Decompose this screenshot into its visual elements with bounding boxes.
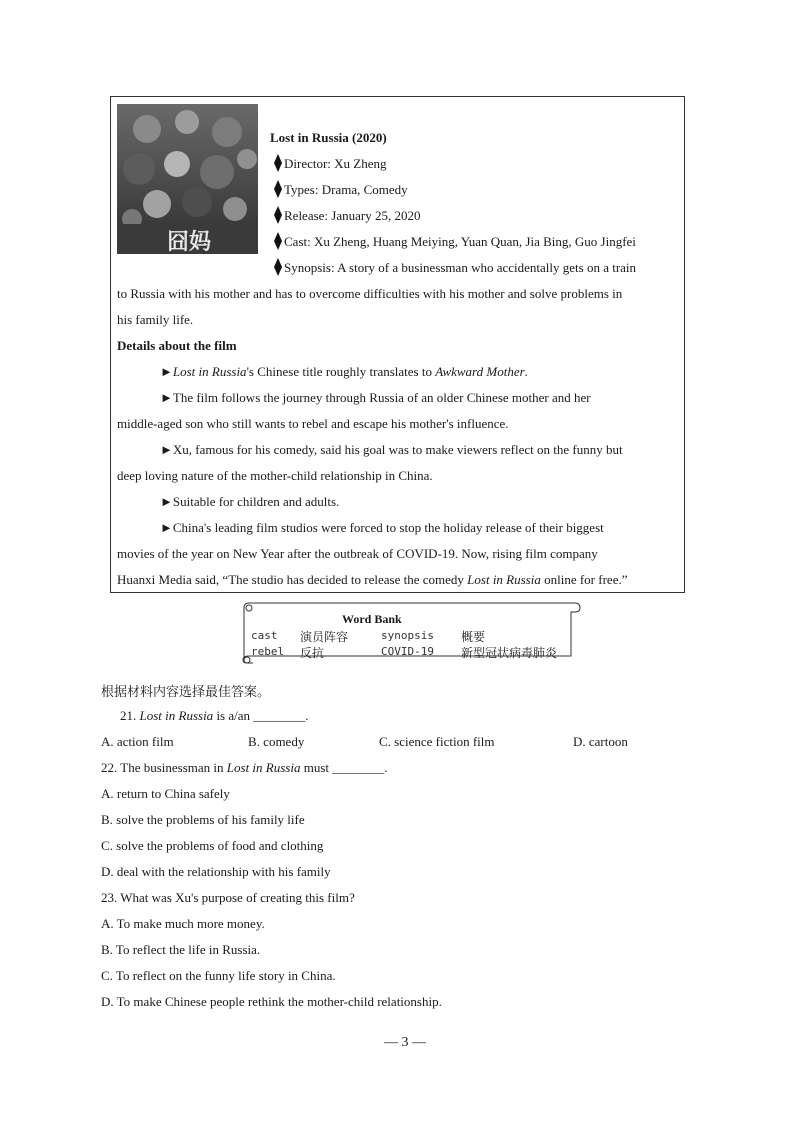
film-types: Types: Drama, Comedy (284, 182, 408, 197)
bullet-arrow-icon: ► (160, 494, 173, 509)
word-bank-translation: 新型冠状病毒肺炎 (461, 646, 558, 660)
details-heading: Details about the film (117, 338, 237, 353)
details-paragraph-4: ►Suitable for children and adults. (160, 494, 340, 509)
question-21-stem: 21. Lost in Russia is a/an ________. (120, 708, 309, 723)
bullet-arrow-icon: ► (160, 520, 173, 535)
details-paragraph-5-end: Huanxi Media said, “The studio has decided to release the comedy Lost in Russia online for free.” (117, 572, 628, 587)
question-23-option[interactable]: D. To make Chinese people rethink the mother-child relationship. (101, 994, 442, 1009)
film-director: Director: Xu Zheng (284, 156, 387, 171)
word-bank-translation: 概要 (461, 630, 486, 644)
word-bank-title: Word Bank (342, 612, 402, 626)
poster-logo-text: 囧妈 (167, 230, 212, 254)
question-22-option[interactable]: C. solve the problems of food and clothing (101, 838, 324, 853)
details-paragraph-1: ►Lost in Russia's Chinese title roughly translates to Awkward Mother. (160, 364, 528, 379)
film-cast: Cast: Xu Zheng, Huang Meiying, Yuan Quan, Jia Bing, Guo Jingfei (284, 234, 636, 249)
bullet-arrow-icon: ► (160, 390, 173, 405)
details-paragraph-2: ►The film follows the journey through Russia of an older Chinese mother and her (160, 390, 591, 405)
word-bank-translation: 演员阵容 (300, 630, 349, 644)
instructions-text: 根据材料内容选择最佳答案。 (101, 685, 271, 700)
bullet-arrow-icon: ► (160, 442, 173, 457)
details-paragraph-5: ►China's leading film studios were forced to stop the holiday release of their biggest (160, 520, 604, 535)
word-bank-translation: 反抗 (300, 646, 325, 660)
question-21-option[interactable]: D. cartoon (573, 734, 628, 749)
question-23-option[interactable]: B. To reflect the life in Russia. (101, 942, 261, 957)
word-bank-term: COVID-19 (381, 645, 434, 658)
film-synopsis-line1: Synopsis: A story of a businessman who accidentally gets on a train (284, 260, 637, 275)
question-22-stem: 22. The businessman in Lost in Russia must ________. (101, 760, 388, 775)
film-title: Lost in Russia (2020) (270, 130, 387, 145)
question-23-option[interactable]: C. To reflect on the funny life story in China. (101, 968, 336, 983)
question-22-option[interactable]: B. solve the problems of his family life (101, 812, 305, 827)
details-paragraph-3: ►Xu, famous for his comedy, said his goal was to make viewers reflect on the funny but (160, 442, 623, 457)
film-synopsis-line2: to Russia with his mother and has to overcome difficulties with his mother and solve problems in (117, 286, 623, 301)
question-21-option[interactable]: C. science fiction film (379, 734, 495, 749)
question-23-option[interactable]: A. To make much more money. (101, 916, 265, 931)
film-synopsis-line3: his family life. (117, 312, 194, 327)
details-paragraph-3-cont: deep loving nature of the mother-child relationship in China. (117, 468, 433, 483)
word-bank-term: synopsis (381, 629, 434, 642)
details-paragraph-2-cont: middle-aged son who still wants to rebel and escape his mother's influence. (117, 416, 509, 431)
question-22-option[interactable]: D. deal with the relationship with his family (101, 864, 331, 879)
details-paragraph-5-cont: movies of the year on New Year after the outbreak of COVID-19. Now, rising film company (117, 546, 598, 561)
film-release: Release: January 25, 2020 (284, 208, 421, 223)
word-bank-term: cast (251, 629, 278, 642)
question-21-option[interactable]: A. action film (101, 734, 174, 749)
movie-poster-image (117, 104, 258, 254)
question-21-option[interactable]: B. comedy (248, 734, 305, 749)
question-23-stem: 23. What was Xu's purpose of creating this film? (101, 890, 355, 905)
bullet-arrow-icon: ► (160, 364, 173, 379)
question-22-option[interactable]: A. return to China safely (101, 786, 230, 801)
word-bank-scroll (239, 600, 581, 664)
poster-art (117, 104, 258, 254)
page-number: — 3 — (384, 1035, 426, 1050)
word-bank-term: rebel (251, 645, 285, 658)
